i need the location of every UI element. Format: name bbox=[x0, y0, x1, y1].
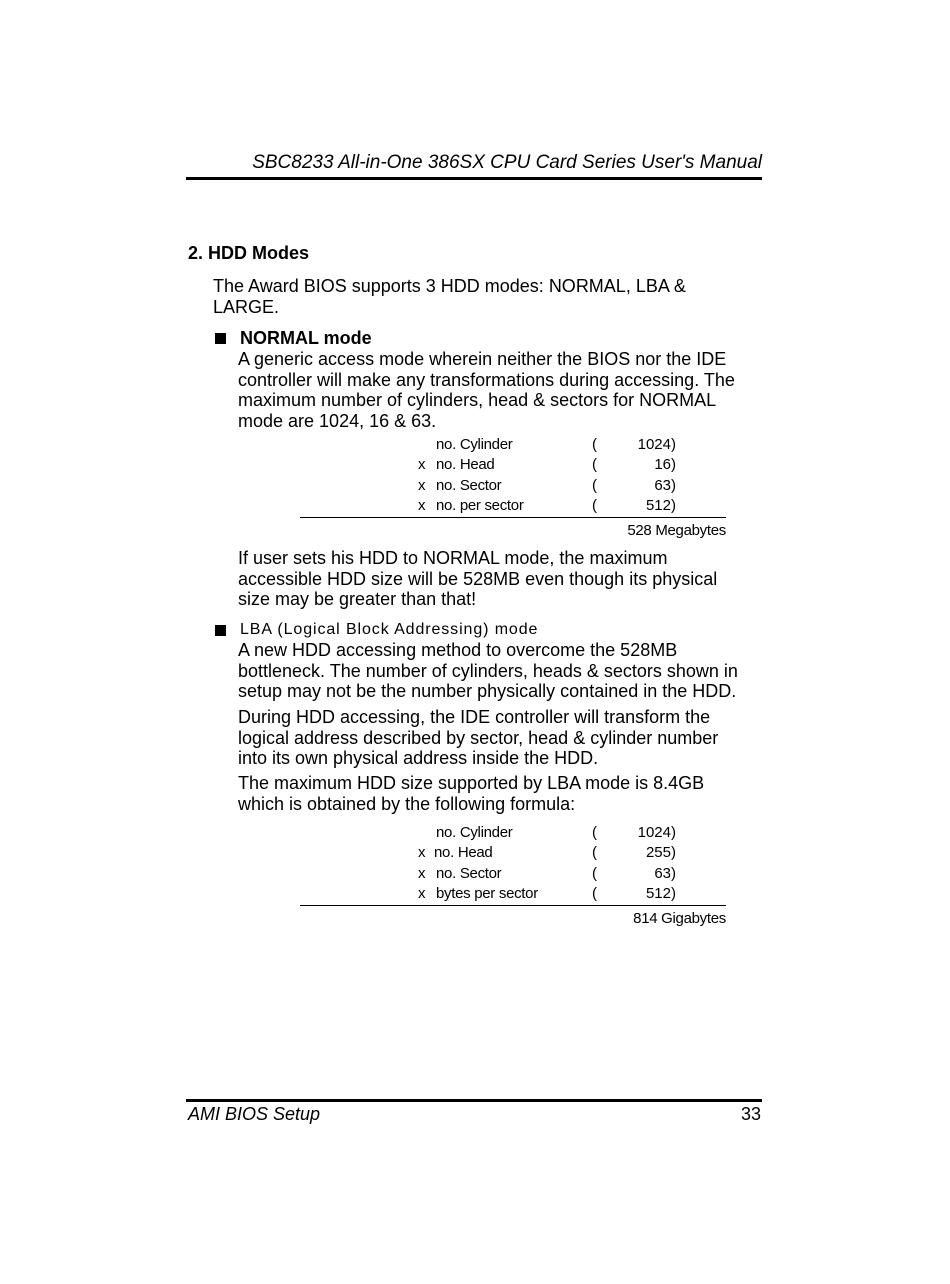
calc-value: 63) bbox=[654, 476, 676, 494]
section-heading: 2. HDD Modes bbox=[188, 243, 310, 263]
bullet-square-icon bbox=[215, 625, 226, 636]
calc-label: no. Sector bbox=[436, 864, 502, 882]
calc-row bbox=[300, 456, 726, 476]
calc-value: 63) bbox=[654, 864, 676, 882]
calc-row bbox=[300, 844, 726, 864]
lba-mode-title: LBA (Logical Block Addressing) mode bbox=[240, 621, 539, 638]
calc-paren: ( bbox=[592, 496, 597, 514]
calc-sum-line bbox=[300, 905, 726, 906]
calc-label: bytes per sector bbox=[436, 884, 538, 902]
header-rule bbox=[186, 177, 762, 180]
calc-value: 16) bbox=[654, 456, 676, 474]
running-header-title: SBC8233 All-in-One 386SX CPU Card Series User's Manual bbox=[252, 152, 762, 173]
calc-label: no. Cylinder bbox=[436, 824, 513, 841]
calc-paren: ( bbox=[592, 476, 597, 494]
lba-mode-calculation bbox=[300, 824, 726, 927]
calc-paren: ( bbox=[592, 864, 597, 882]
section-intro: The Award BIOS supports 3 HDD modes: NORMAL, LBA & LARGE. bbox=[213, 276, 686, 317]
calc-label: no. Sector bbox=[436, 476, 502, 494]
calc-row bbox=[300, 477, 726, 497]
lba-mode-description-1: A new HDD accessing method to overcome the 528MB bottleneck. The number of cylinders, heads & sectors shown in setup may not be the number physically contained in the HDD. bbox=[238, 640, 738, 701]
lba-mode-description-3: The maximum HDD size supported by LBA mode is 8.4GB which is obtained by the following formula: bbox=[238, 773, 705, 814]
calc-paren: ( bbox=[592, 436, 597, 453]
calc-label: no. Head bbox=[434, 844, 493, 862]
normal-mode-title: NORMAL mode bbox=[240, 328, 372, 348]
calc-label: no. Head bbox=[436, 456, 495, 474]
lba-mode-description-2: During HDD accessing, the IDE controller will transform the logical address described by sector, head & cylinder number into its own physical address inside the HDD. bbox=[238, 707, 719, 768]
footer-section-name: AMI BIOS Setup bbox=[188, 1104, 321, 1124]
calc-operator: x bbox=[418, 864, 426, 882]
calc-row bbox=[300, 436, 726, 456]
calc-paren: ( bbox=[592, 824, 597, 841]
calc-operator: x bbox=[418, 476, 426, 494]
calc-row bbox=[300, 865, 726, 885]
calc-paren: ( bbox=[592, 456, 597, 474]
calc-value: 512) bbox=[645, 884, 676, 902]
calc-value: 512) bbox=[645, 496, 676, 514]
footer-rule bbox=[186, 1099, 762, 1102]
calc-operator: x bbox=[418, 456, 426, 474]
page-number: 33 bbox=[740, 1104, 761, 1124]
calc-row bbox=[300, 885, 726, 905]
calc-value: 1024) bbox=[637, 436, 676, 453]
calc-value: 255) bbox=[645, 844, 676, 862]
calc-total: 814 Gigabytes bbox=[633, 910, 726, 928]
calc-operator: x bbox=[418, 884, 426, 902]
calc-operator: x bbox=[418, 844, 426, 862]
calc-operator: x bbox=[418, 496, 426, 514]
calc-value: 1024) bbox=[637, 824, 676, 841]
calc-total: 528 Megabytes bbox=[627, 522, 726, 540]
normal-mode-calculation bbox=[300, 436, 726, 539]
calc-row bbox=[300, 824, 726, 844]
calc-label: no. per sector bbox=[436, 496, 524, 514]
normal-mode-note: If user sets his HDD to NORMAL mode, the maximum accessible HDD size will be 528MB even though its physical size may be greater than that! bbox=[238, 548, 718, 609]
calc-paren: ( bbox=[592, 844, 597, 862]
calc-sum-line bbox=[300, 517, 726, 518]
calc-paren: ( bbox=[592, 884, 597, 902]
calc-label: no. Cylinder bbox=[436, 436, 513, 453]
normal-mode-description: A generic access mode wherein neither the BIOS nor the IDE controller will make any transformations during accessing. The maximum number of cylinders, head & sectors for NORMAL mode are 1024, 16 & 63. bbox=[238, 349, 735, 431]
bullet-square-icon bbox=[215, 333, 226, 344]
calc-row bbox=[300, 497, 726, 517]
